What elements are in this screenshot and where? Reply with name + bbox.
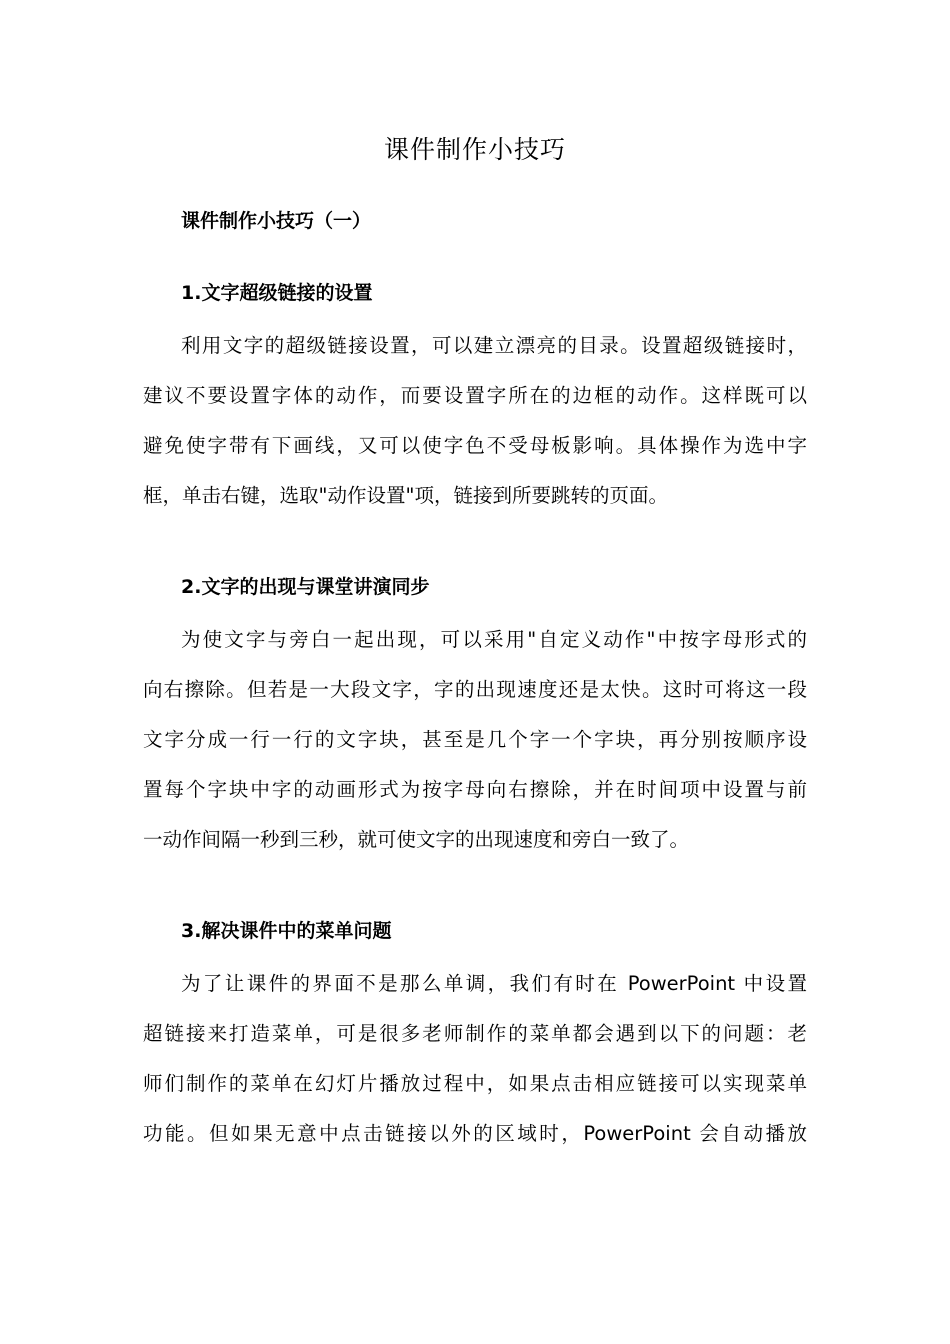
section-paragraph	[143, 624, 807, 874]
paragraph-line: 置每个字块中字的动画形式为按字母向右擦除，并在时间项中设置与前	[143, 778, 807, 801]
section-3	[143, 916, 807, 1168]
document-title: 课件制作小技巧	[383, 135, 566, 164]
paragraph-line: 功能。但如果无意中点击链接以外的区域时，PowerPoint 会自动播放	[143, 1122, 807, 1145]
section-paragraph	[143, 330, 807, 530]
paragraph-line: 框，单击右键，选取"动作设置"项，链接到所要跳转的页面。	[143, 484, 668, 507]
section-heading: 3.解决课件中的菜单问题	[181, 920, 392, 942]
paragraph-line: 为了让课件的界面不是那么单调，我们有时在 PowerPoint 中设置	[181, 972, 807, 995]
section-heading: 1.文字超级链接的设置	[181, 282, 373, 304]
paragraph-line: 建议不要设置字体的动作，而要设置字所在的边框的动作。这样既可以	[143, 384, 807, 407]
paragraph-line: 利用文字的超级链接设置，可以建立漂亮的目录。设置超级链接时，	[181, 334, 807, 357]
paragraph-line: 师们制作的菜单在幻灯片播放过程中，如果点击相应链接可以实现菜单	[143, 1072, 807, 1095]
paragraph-line: 超链接来打造菜单，可是很多老师制作的菜单都会遇到以下的问题：老	[143, 1022, 807, 1045]
document-subtitle: 课件制作小技巧（一）	[181, 210, 372, 232]
section-paragraph	[143, 968, 807, 1168]
section-1	[143, 278, 807, 530]
section-2	[143, 572, 807, 874]
paragraph-line: 向右擦除。但若是一大段文字，字的出现速度还是太快。这时可将这一段	[143, 678, 807, 701]
section-heading: 2.文字的出现与课堂讲演同步	[181, 576, 430, 598]
paragraph-line: 文字分成一行一行的文字块，甚至是几个字一个字块，再分别按顺序设	[143, 728, 807, 751]
paragraph-line: 一动作间隔一秒到三秒，就可使文字的出现速度和旁白一致了。	[143, 828, 690, 851]
paragraph-line: 为使文字与旁白一起出现，可以采用"自定义动作"中按字母形式的	[181, 628, 807, 651]
paragraph-line: 避免使字带有下画线，又可以使字色不受母板影响。具体操作为选中字	[143, 434, 807, 457]
